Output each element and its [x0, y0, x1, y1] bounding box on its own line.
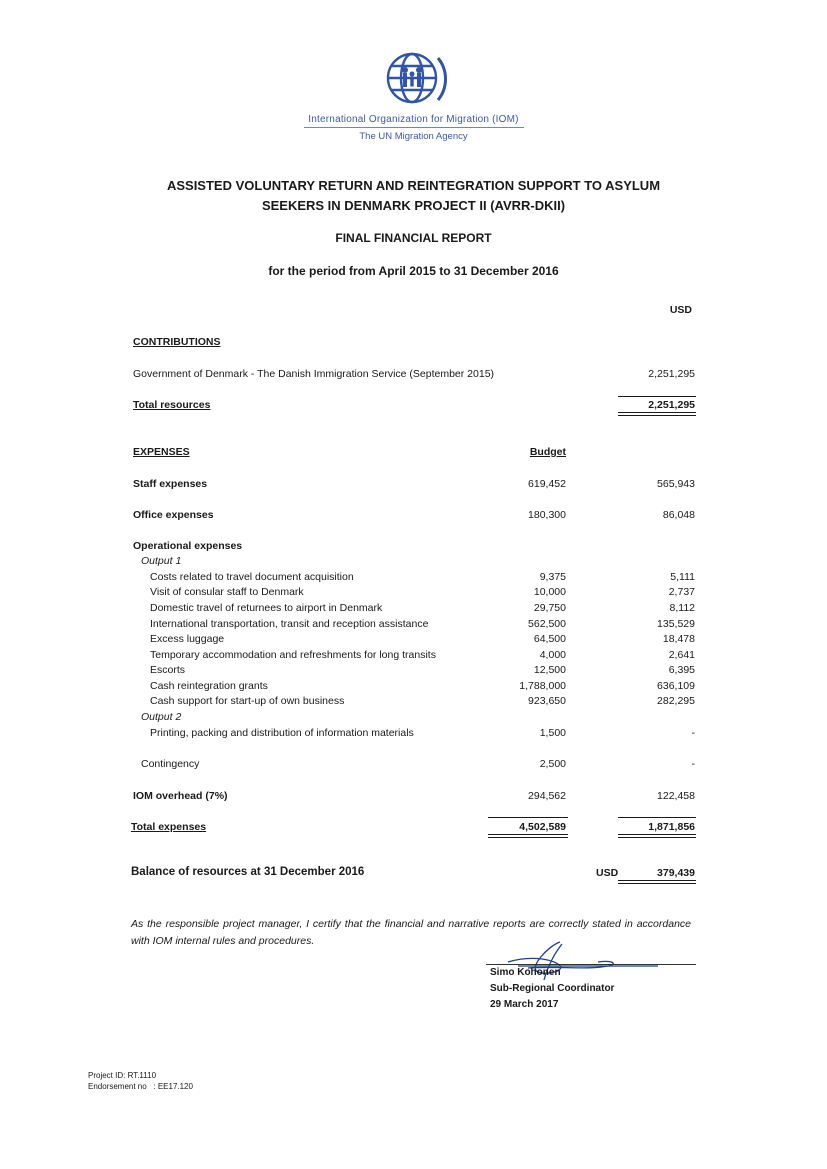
- endorsement-number: Endorsement no : EE17.120: [88, 1082, 193, 1091]
- contingency-actual: -: [691, 758, 695, 770]
- total-resources-top-rule: [618, 396, 696, 397]
- line-item-budget: 923,650: [528, 695, 566, 707]
- line-item-budget: 4,000: [539, 649, 566, 661]
- office-expenses-actual: 86,048: [662, 509, 695, 521]
- signer-name: Simo Kohonen: [490, 967, 561, 978]
- total-budget-top-rule: [488, 817, 568, 818]
- line-item-label: Cash support for start-up of own business: [150, 695, 345, 707]
- total-actual-top-rule: [618, 817, 696, 818]
- line-item-budget: 9,375: [539, 571, 566, 583]
- line-item-actual: 18,478: [662, 633, 695, 645]
- line-item-label: Excess luggage: [150, 633, 225, 645]
- overhead-actual: 122,458: [657, 790, 695, 802]
- org-divider: [304, 127, 524, 128]
- balance-amount: 379,439: [657, 867, 695, 879]
- office-expenses-budget: 180,300: [528, 509, 566, 521]
- total-budget-bottom-rule: [488, 834, 568, 838]
- line-item-actual: 6,395: [668, 664, 695, 676]
- line-item-budget: 1,788,000: [519, 680, 566, 692]
- balance-currency: USD: [596, 867, 619, 879]
- line-item-actual: 2,737: [668, 586, 695, 598]
- signer-title: Sub-Regional Coordinator: [490, 983, 615, 994]
- line-item-budget: 562,500: [528, 618, 566, 630]
- output-1-label: Output 1: [141, 555, 182, 567]
- donor-amount: 2,251,295: [648, 368, 695, 380]
- contributions-heading: CONTRIBUTIONS: [133, 336, 221, 348]
- line-item-label: Domestic travel of returnees to airport in Denmark: [150, 602, 383, 614]
- line-item-label: Cash reintegration grants: [150, 680, 268, 692]
- line-item-label: Visit of consular staff to Denmark: [150, 586, 304, 598]
- line-item-actual: 282,295: [657, 695, 695, 707]
- line-item-budget: 12,500: [533, 664, 566, 676]
- total-resources-label: Total resources: [133, 399, 211, 411]
- report-subtitle: FINAL FINANCIAL REPORT: [335, 231, 492, 245]
- certification-text: As the responsible project manager, I certify that the financial and narrative reports are correctly stated in accordance with IOM internal rules and procedures.: [131, 918, 691, 947]
- line-item-actual: 636,109: [657, 680, 695, 692]
- line-item-actual: 5,111: [670, 571, 695, 583]
- iom-logo-icon: [378, 48, 450, 112]
- office-expenses-label: Office expenses: [133, 509, 214, 521]
- line-item-budget: 1,500: [539, 727, 566, 739]
- donor-label: Government of Denmark - The Danish Immigration Service (September 2015): [133, 368, 495, 380]
- line-item-budget: 64,500: [533, 633, 566, 645]
- report-title: [0, 176, 827, 216]
- line-item-actual: -: [691, 727, 695, 739]
- contingency-label: Contingency: [141, 758, 200, 770]
- staff-expenses-label: Staff expenses: [133, 478, 208, 490]
- expenses-heading: EXPENSES: [133, 446, 190, 458]
- org-tagline: The UN Migration Agency: [359, 131, 468, 142]
- operational-expenses-label: Operational expenses: [133, 540, 243, 552]
- org-name: International Organization for Migration (IOM): [308, 114, 519, 125]
- currency-heading: USD: [669, 304, 692, 316]
- total-resources-amount: 2,251,295: [648, 399, 695, 411]
- overhead-label: IOM overhead (7%): [133, 790, 228, 802]
- balance-rule: [618, 880, 696, 884]
- total-resources-bottom-rule: [618, 412, 696, 416]
- contingency-budget: 2,500: [539, 758, 566, 770]
- line-item-label: Printing, packing and distribution of information materials: [150, 727, 414, 739]
- line-item-actual: 8,112: [669, 602, 695, 614]
- total-expenses-actual: 1,871,856: [648, 821, 695, 833]
- line-item-budget: 10,000: [533, 586, 566, 598]
- line-item-budget: 29,750: [533, 602, 566, 614]
- overhead-budget: 294,562: [528, 790, 566, 802]
- line-item-label: International transportation, transit and reception assistance: [150, 618, 429, 630]
- title-line-2: SEEKERS IN DENMARK PROJECT II (AVRR-DKII): [261, 198, 566, 213]
- total-expenses-label: Total expenses: [131, 821, 207, 833]
- signature-line: [486, 964, 696, 965]
- report-period: for the period from April 2015 to 31 December 2016: [268, 264, 559, 278]
- project-id: Project ID: RT.1110: [88, 1071, 157, 1080]
- budget-heading: Budget: [529, 446, 566, 458]
- line-item-actual: 135,529: [657, 618, 695, 630]
- balance-label: Balance of resources at 31 December 2016: [131, 866, 365, 878]
- signature-date: 29 March 2017: [490, 999, 559, 1010]
- staff-expenses-budget: 619,452: [528, 478, 566, 490]
- title-line-1: ASSISTED VOLUNTARY RETURN AND REINTEGRATION SUPPORT TO ASYLUM: [166, 178, 661, 193]
- line-item-label: Costs related to travel document acquisition: [150, 571, 354, 583]
- staff-expenses-actual: 565,943: [657, 478, 695, 490]
- line-item-actual: 2,641: [668, 649, 695, 661]
- line-item-label: Temporary accommodation and refreshments for long transits: [150, 649, 436, 661]
- total-actual-bottom-rule: [618, 834, 696, 838]
- total-expenses-budget: 4,502,589: [519, 821, 566, 833]
- line-item-label: Escorts: [150, 664, 186, 676]
- output-2-label: Output 2: [141, 711, 182, 723]
